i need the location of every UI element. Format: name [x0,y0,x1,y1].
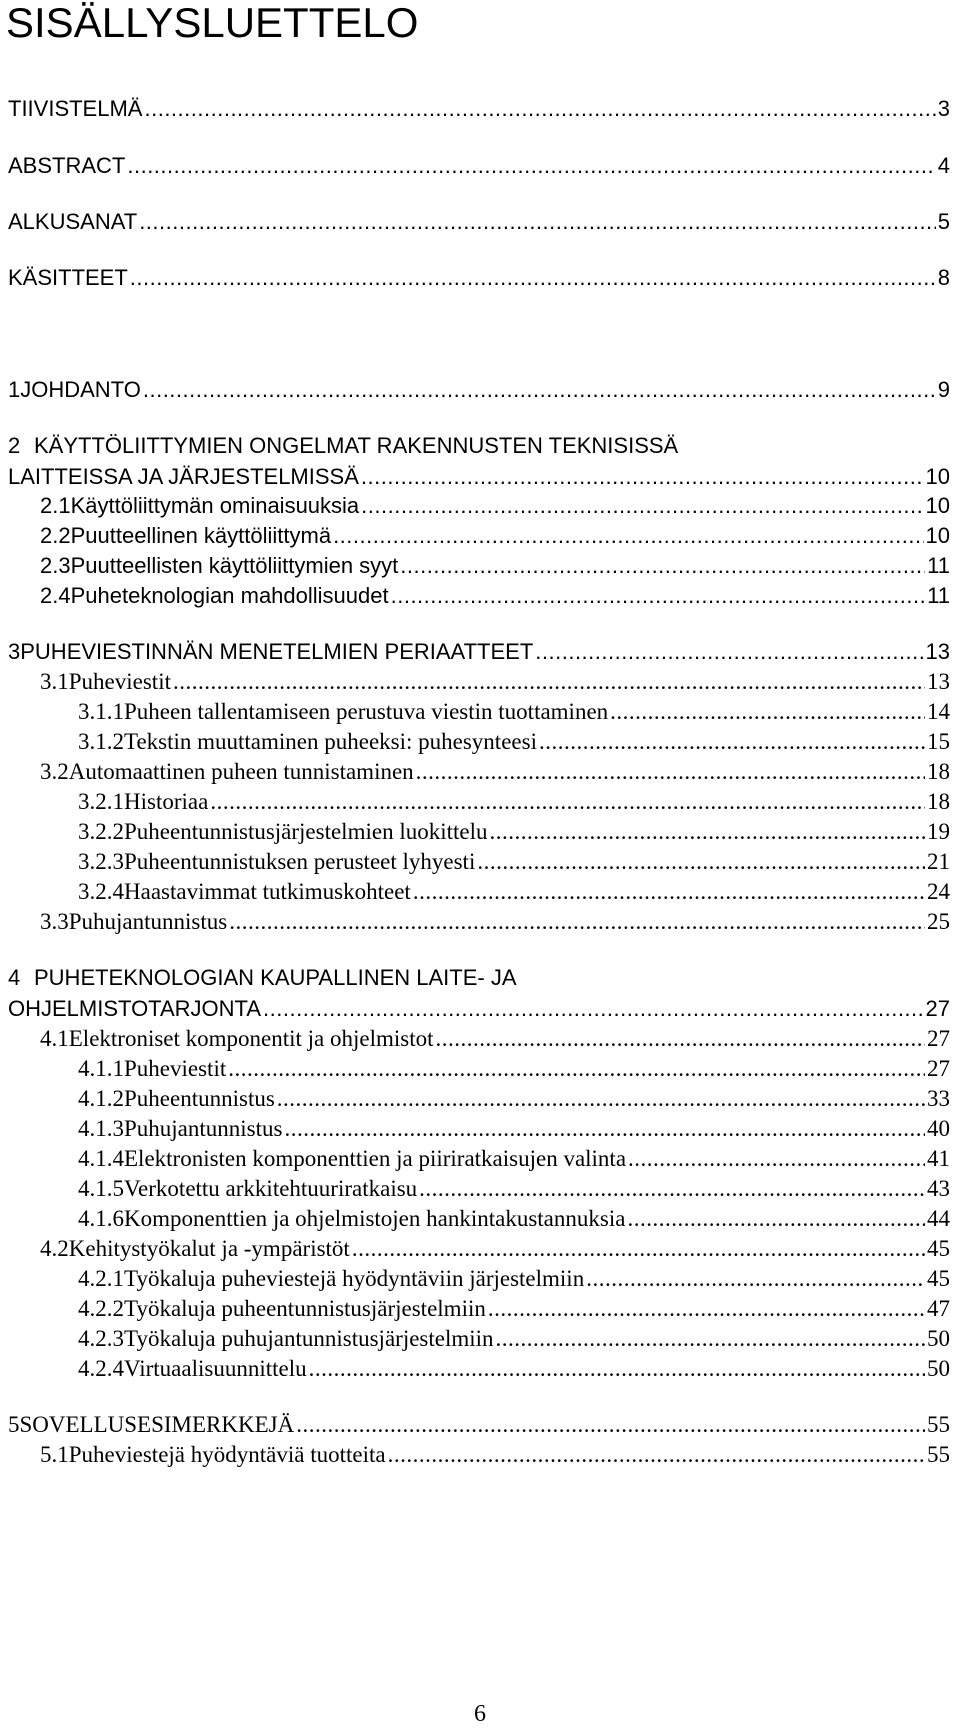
toc-entry-text: Puhujantunnistus [68,909,228,934]
toc-entry-page: 27 [925,996,950,1021]
toc-entry-2-4[interactable] [40,582,950,610]
toc-entry-number: 3.1 [40,669,69,694]
toc-entry-3-2-2[interactable] [78,818,950,846]
toc-entry-text: Puhujantunnistus [124,1116,283,1141]
toc-entry-page: 55 [927,1442,950,1467]
dot-leader [143,376,936,404]
dot-leader [436,1025,925,1053]
toc-entry-text: Automaattinen puheen tunnistaminen [68,759,414,784]
toc-entry-page: 24 [927,879,950,904]
toc-entry-page: 55 [927,1412,950,1437]
toc-entry-page: 8 [937,265,950,290]
toc-entry-text: Verkotettu arkkitehtuuriratkaisu [124,1176,418,1201]
toc-entry-text: Puutteellisten käyttöliittymien syyt [70,553,399,578]
toc-entry-number: 4 [8,965,21,990]
toc-entry-text: Puheteknologian mahdollisuudet [70,583,389,608]
toc-entry-text: Haastavimmat tutkimuskohteet [124,879,411,904]
toc-entry-text: Puheen tallentamiseen perustuva viestin tuottaminen [124,699,609,724]
toc-entry-text: Työkaluja puheentunnistusjärjestelmiin [124,1296,486,1321]
toc-entry-text: Puheentunnistus [124,1086,275,1111]
page-number: 6 [474,1701,486,1727]
toc-entry-page: 47 [927,1296,950,1321]
toc-entry-number: 5.1 [40,1442,69,1467]
toc-entry-2-2[interactable] [40,522,950,550]
toc-entry-page: 45 [927,1266,950,1291]
toc-entry-text: Puheviestit [124,1056,227,1081]
toc-entry-4-1-5[interactable] [78,1175,950,1203]
dot-leader [263,995,923,1023]
toc-entry-number: 2.2 [40,523,71,548]
toc-entry-page: 33 [927,1086,950,1111]
toc-entry-page: 27 [927,1026,950,1051]
toc-entry-4-1-2[interactable] [78,1085,950,1113]
toc-entry-page: 43 [927,1176,950,1201]
toc-entry-number: 3.3 [40,909,69,934]
toc-entry-number: 3 [8,639,21,664]
toc-entry-page: 18 [927,789,950,814]
toc-entry-number: 4.1.1 [78,1056,124,1081]
toc-entry-number: 4.2.4 [78,1356,124,1381]
toc-entry-number: 4.2.3 [78,1326,124,1351]
toc-entry-text: SOVELLUSESIMERKKEJÄ [19,1412,295,1437]
dot-leader [130,264,936,292]
toc-entry-text: ALKUSANAT [8,209,138,234]
toc-entry-2[interactable] [8,463,950,491]
toc-entry-3-1-2[interactable] [78,728,950,756]
toc-entry-page: 15 [927,729,950,754]
toc-entry-text: JOHDANTO [20,377,141,402]
toc-entry-tiivistelma[interactable] [8,95,950,123]
toc-entry-4-2-2[interactable] [78,1295,950,1323]
dot-leader [277,1085,925,1113]
page-title: SISÄLLYSLUETTELO [6,0,419,46]
toc-entry-4-line1[interactable] [8,964,517,992]
toc-entry-number: 4.1.5 [78,1176,124,1201]
toc-entry-text: Käyttöliittymän ominaisuuksia [70,493,360,518]
toc-entry-2-3[interactable] [40,552,950,580]
toc-entry-text: Puheviestit [68,669,171,694]
toc-entry-4-1-4[interactable] [78,1145,950,1173]
toc-entry-number: 4.2 [40,1236,69,1261]
toc-entry-number: 4.1 [40,1026,69,1051]
dot-leader [535,638,923,666]
dot-leader [284,1115,925,1143]
dot-leader [400,552,925,580]
toc-entry-3-3[interactable] [40,908,950,936]
toc-entry-text: PUHEVIESTINNÄN MENETELMIEN PERIAATTEET [20,639,534,664]
toc-entry-page: 18 [927,759,950,784]
toc-entry-text: Puheviestejä hyödyntäviä tuotteita [68,1442,386,1467]
toc-entry-page: 10 [925,523,950,548]
toc-entry-number: 4.1.4 [78,1146,124,1171]
toc-entry-number: 2.3 [40,553,71,578]
toc-entry-text: ABSTRACT [8,153,126,178]
dot-leader [586,1265,925,1293]
toc-entry-page: 11 [927,583,950,608]
toc-entry-number: 4.2.2 [78,1296,124,1321]
toc-entry-text: TIIVISTELMÄ [8,96,143,121]
toc-entry-page: 13 [927,669,950,694]
toc-entry-page: 13 [925,639,950,664]
toc-entry-number: 4.1.6 [78,1206,124,1231]
toc-entry-number: 3.1.1 [78,699,124,724]
toc-entry-4-2[interactable] [40,1235,950,1263]
toc-entry-page: 10 [925,464,950,489]
toc-entry-page: 21 [927,849,950,874]
toc-entry-text: Puheentunnistuksen perusteet lyhyesti [124,849,476,874]
toc-entry-number: 3.1.2 [78,729,124,754]
toc-entry-1[interactable] [8,376,950,404]
dot-leader [228,1055,925,1083]
toc-entry-4[interactable] [8,995,950,1023]
toc-entry-text: Virtuaalisuunnittelu [124,1356,307,1381]
toc-entry-3-1-1[interactable] [78,698,950,726]
toc-entry-3-1[interactable] [40,668,950,696]
dot-leader [477,848,925,876]
toc-entry-number: 4.2.1 [78,1266,124,1291]
toc-entry-5-1[interactable] [40,1441,950,1469]
toc-entry-text: Elektroniset komponentit ja ohjelmistot [68,1026,434,1051]
dot-leader [416,758,925,786]
toc-entry-page: 19 [927,819,950,844]
toc-entry-number: 2.4 [40,583,71,608]
toc-entry-4-1[interactable] [40,1025,950,1053]
toc-entry-text: Puheentunnistusjärjestelmien luokittelu [124,819,488,844]
dot-leader [210,788,925,816]
toc-entry-abstract[interactable] [8,152,950,180]
toc-entry-4-2-3[interactable] [78,1325,950,1353]
toc-entry-4-2-1[interactable] [78,1265,950,1293]
toc-entry-kasitteet[interactable] [8,264,950,292]
dot-leader [139,208,936,236]
toc-entry-text: Elektronisten komponenttien ja piiriratkaisujen valinta [124,1146,627,1171]
toc-entry-text: KÄYTTÖLIITTYMIEN ONGELMAT RAKENNUSTEN TEKNISISSÄ [34,433,679,458]
toc-entry-page: 14 [927,699,950,724]
toc-entry-page: 5 [937,209,950,234]
dot-leader [610,698,925,726]
toc-entry-4-1-3[interactable] [78,1115,950,1143]
toc-entry-page: 9 [937,377,950,402]
dot-leader [127,152,935,180]
toc-entry-3-2-4[interactable] [78,878,950,906]
toc-entry-4-2-4[interactable] [78,1355,950,1383]
toc-entry-3-2-3[interactable] [78,848,950,876]
toc-entry-page: 41 [927,1146,950,1171]
toc-entry-page: 45 [927,1236,950,1261]
dot-leader [352,1235,925,1263]
toc-entry-text: Kehitystyökalut ja -ympäristöt [68,1236,350,1261]
toc-entry-number: 4.1.3 [78,1116,124,1141]
dot-leader [361,492,923,520]
toc-entry-alkusanat[interactable] [8,208,950,236]
toc-entry-number: 3.2.2 [78,819,124,844]
toc-entry-page: 11 [927,553,950,578]
dot-leader [361,463,924,491]
toc-entry-text: PUHETEKNOLOGIAN KAUPALLINEN LAITE- JA [34,965,517,990]
toc-entry-page: 27 [927,1056,950,1081]
dot-leader [144,95,935,123]
toc-entry-number: 3.2.3 [78,849,124,874]
dot-leader [296,1411,925,1439]
dot-leader [388,1441,925,1469]
toc-entry-number: 2 [8,433,21,458]
toc-entry-text: Puutteellinen käyttöliittymä [70,523,332,548]
dot-leader [628,1145,925,1173]
toc-entry-number: 2.1 [40,493,71,518]
toc-entry-3-2-1[interactable] [78,788,950,816]
toc-entry-number: 3.2.1 [78,789,124,814]
toc-entry-page: 25 [927,909,950,934]
toc-entry-page: 4 [937,153,950,178]
toc-entry-number: 4.1.2 [78,1086,124,1111]
toc-entry-text: Työkaluja puhujantunnistusjärjestelmiin [124,1326,494,1351]
dot-leader [627,1205,925,1233]
toc-entry-number: 3.2.4 [78,879,124,904]
dot-leader [496,1325,925,1353]
toc-entry-page: 44 [927,1206,950,1231]
toc-entry-3-2[interactable] [40,758,950,786]
toc-entry-text-continued: LAITTEISSA JA JÄRJESTELMISSÄ [8,464,359,489]
toc-entry-number: 3.2 [40,759,69,784]
toc-entry-2-1[interactable] [40,492,950,520]
dot-leader [229,908,925,936]
dot-leader [419,1175,925,1203]
dot-leader [333,522,923,550]
toc-entry-text: Historiaa [124,789,209,814]
toc-entry-4-1-1[interactable] [78,1055,950,1083]
toc-entry-number: 5 [8,1412,20,1437]
dot-leader [173,668,925,696]
toc-entry-page: 50 [927,1326,950,1351]
toc-entry-text: Tekstin muuttaminen puheeksi: puhesynteesi [124,729,537,754]
dot-leader [489,818,925,846]
toc-entry-text: Työkaluja puheviestejä hyödyntäviin järjestelmiin [124,1266,585,1291]
dot-leader [309,1355,925,1383]
toc-entry-number: 1 [8,377,21,402]
dot-leader [488,1295,925,1323]
toc-entry-page: 40 [927,1116,950,1141]
toc-entry-3[interactable] [8,638,950,666]
toc-entry-text-continued: OHJELMISTOTARJONTA [8,996,262,1021]
toc-entry-4-1-6[interactable] [78,1205,950,1233]
toc-entry-text: KÄSITTEET [8,265,128,290]
dot-leader [413,878,925,906]
toc-entry-text: Komponenttien ja ohjelmistojen hankintakustannuksia [124,1206,626,1231]
toc-entry-page: 50 [927,1356,950,1381]
dot-leader [539,728,925,756]
toc-entry-page: 10 [925,493,950,518]
toc-entry-2-line1[interactable] [8,432,678,460]
dot-leader [391,582,926,610]
toc-entry-page: 3 [937,96,950,121]
toc-entry-5[interactable] [8,1411,950,1439]
